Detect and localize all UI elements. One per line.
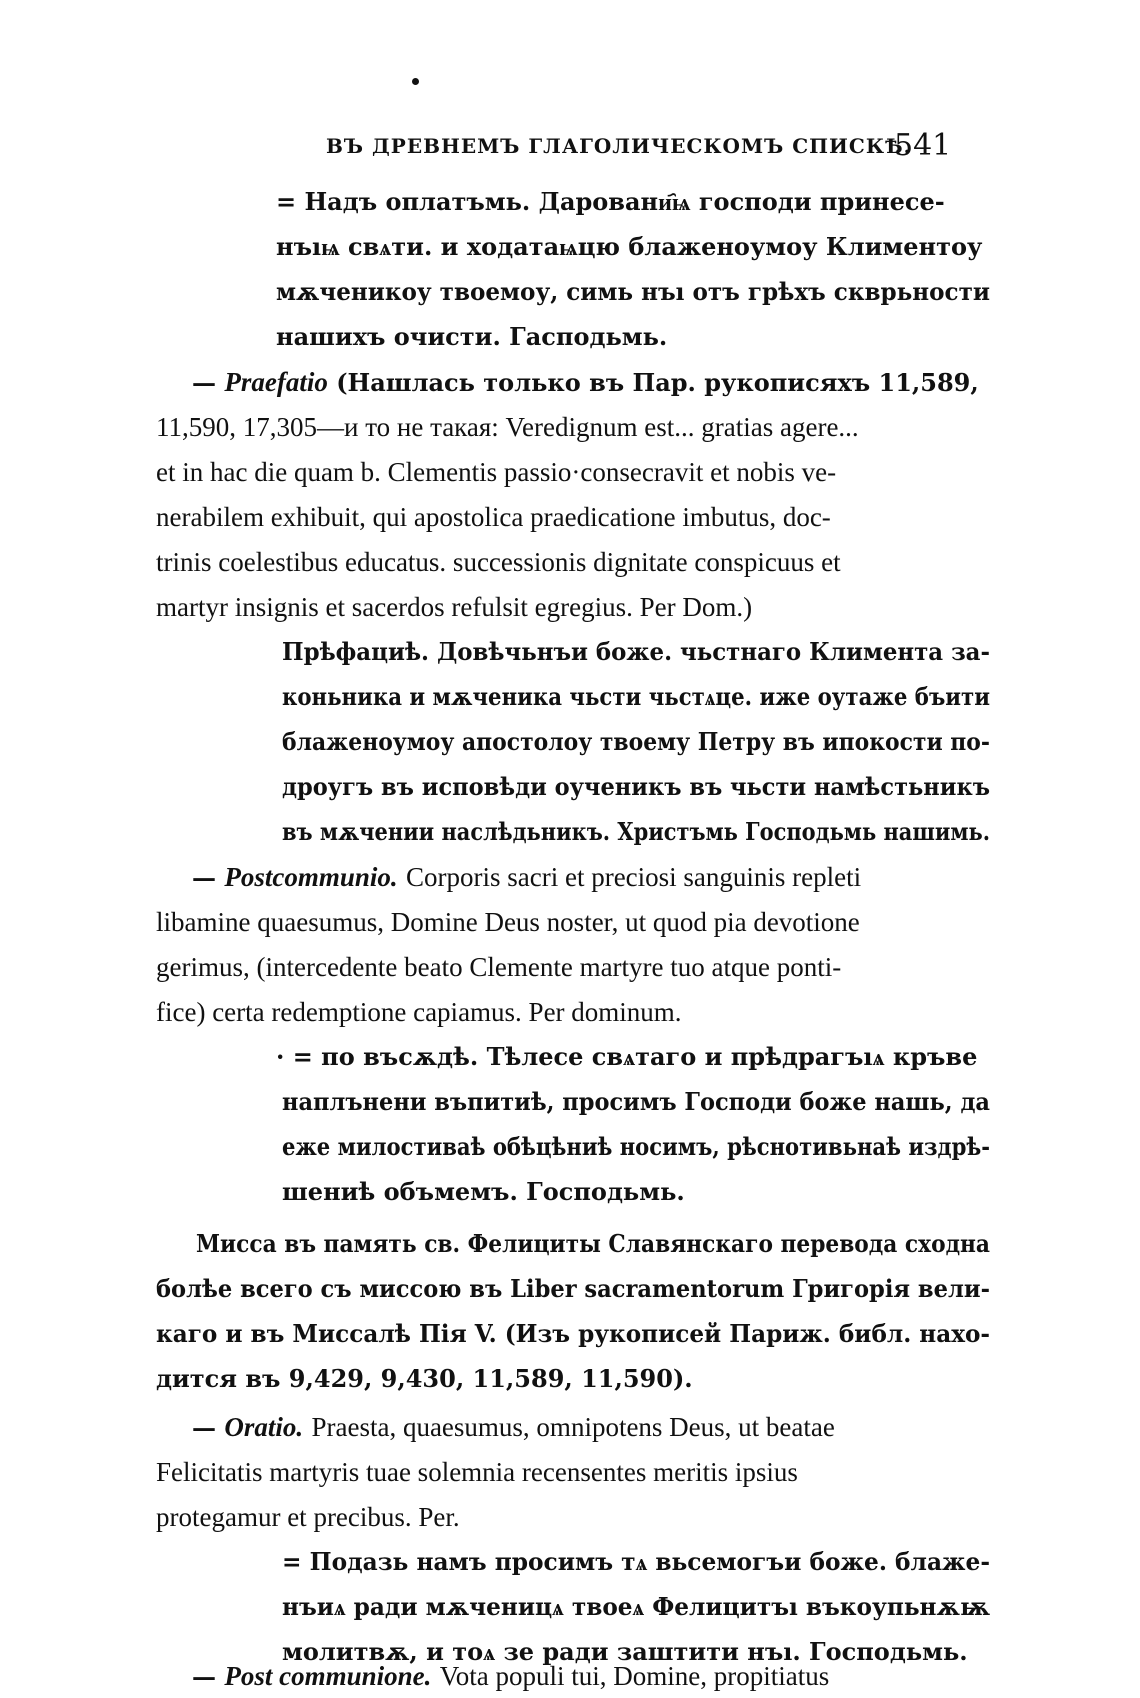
text-line: наплънени въпитиѣ, просимъ Господи боже нашь, да [282, 1087, 990, 1116]
paragraph-line [192, 364, 979, 401]
section-label-oratio: Oratio. [224, 1412, 304, 1442]
text-line: Felicitatis martyris tuae solemnia recensentes meritis ipsius [156, 1457, 798, 1487]
paragraph-line [276, 1039, 977, 1075]
section-label-postcommunio: Postcommunio. [224, 862, 398, 892]
text-line: = Подазь намъ просимъ тѧ вьсемогъи боже. блаже- [282, 1547, 991, 1576]
paragraph-line [192, 859, 861, 896]
section-label-post-communione: Post communione. [224, 1661, 432, 1691]
text-line: nerabilem exhibuit, qui apostolica praedicatione imbutus, doc- [156, 502, 831, 532]
text-line: Vota populi tui, Domine, propitiatus [439, 1661, 830, 1691]
text-line: trinis coelestibus educatus. successionis dignitate conspicuus et [156, 547, 841, 577]
text-line: fice) certa redemptione capiamus. Per dominum. [156, 997, 682, 1027]
text-line: нашихъ очисти. Гаcподьмь. [276, 322, 668, 351]
text-line: martyr insignis et sacerdos refulsit egregius. Per Dom.) [156, 592, 753, 622]
text-line: коньника и мѫченика чьсти чьстѧце. иже оутаже бъити [282, 682, 990, 711]
text-line: нъиѧ ради мѫченицѧ твоеѧ Фелицитъı въкоупьнѫѭ [282, 1592, 991, 1621]
text-line: Corporis sacri et preciosi sanguinis repleti [406, 862, 862, 892]
em-dash: — [192, 1662, 216, 1691]
paragraph-line [192, 1409, 835, 1446]
text-line: Praesta, quaesumus, omnipotens Deus, ut beatae [311, 1412, 835, 1442]
text-line: еже милостиваѣ обѣцѣниѣ носимъ, рѣснотивьнаѣ издрѣ- [282, 1132, 990, 1161]
text-line: каго и въ Миссалѣ Пія V. (Изъ рукописей Париж. библ. нахо- [156, 1319, 991, 1348]
text-line: дится въ 9,429, 9,430, 11,589, 11,590). [156, 1364, 693, 1393]
text-line: въ мѫчении наслѣдьникъ. Христъмь Господьмь нашимь. [282, 817, 991, 846]
text-line: et in hac die quam b. Clementis passio·consecravit et nobis ve- [156, 457, 837, 487]
running-header: ВЪ ДРЕВНЕМЪ ГЛАГОЛИЧЕСКОМЪ СПИСКѢ. [326, 134, 912, 158]
text-line: (Нашлась только въ Пар. рукописяхъ 11,589, [336, 368, 979, 397]
paragraph-line [192, 1658, 829, 1695]
text-line: 11,590, 17,305—и то не такая: Veredignum est... gratias agere... [156, 412, 859, 442]
text-line: = Надъ оплатъмь. Даровани҄ѩ господи принесе- [276, 187, 945, 216]
text-line: gerimus, (intercedente beato Clemente martyre tuo atque ponti- [156, 952, 842, 982]
text-line: блаженоумоу апостолоу твоему Петру въ ипокости по- [282, 727, 990, 756]
text-line: болѣе всего съ миссою въ Liber sacramentorum Григорія вели- [156, 1274, 990, 1303]
text-line: protegamur et precibus. Per. [156, 1502, 460, 1532]
bullet-mark: · [276, 1042, 285, 1071]
em-dash: — [192, 1413, 216, 1442]
section-label-praefatio: Praefatio [224, 367, 328, 397]
text-line: = по въсѫдѣ. Тѣлесе свѧтаго и прѣдрагъıѧ кръве [292, 1042, 978, 1071]
text-line: молитвѫ, и тоѧ зе ради заштити нъı. Господьмь. [282, 1637, 968, 1666]
text-line: Прѣфациѣ. Довѣчьнъи боже. чьстнаго Климента за- [282, 637, 990, 666]
text-line: мѫченикоу твоемоу, симь нъı отъ грѣхъ скврьности [276, 277, 990, 306]
em-dash: — [192, 368, 216, 397]
text-line: шениѣ объмемъ. Господьмь. [282, 1177, 685, 1206]
text-line: Мисса въ память св. Фелициты Славянскаго перевода сходна [196, 1229, 991, 1258]
text-line: нъıѩ свѧти. и ходатаѩцю блаженоумоу Климентоу [276, 232, 983, 261]
printing-speck [412, 78, 419, 85]
em-dash: — [192, 863, 216, 892]
text-line: libamine quaesumus, Domine Deus noster, ut quod pia devotione [156, 907, 860, 937]
page-number: 541 [894, 128, 952, 163]
text-line: дроугъ въ исповѣди оученикъ въ чьсти намѣстьникъ [282, 772, 990, 801]
